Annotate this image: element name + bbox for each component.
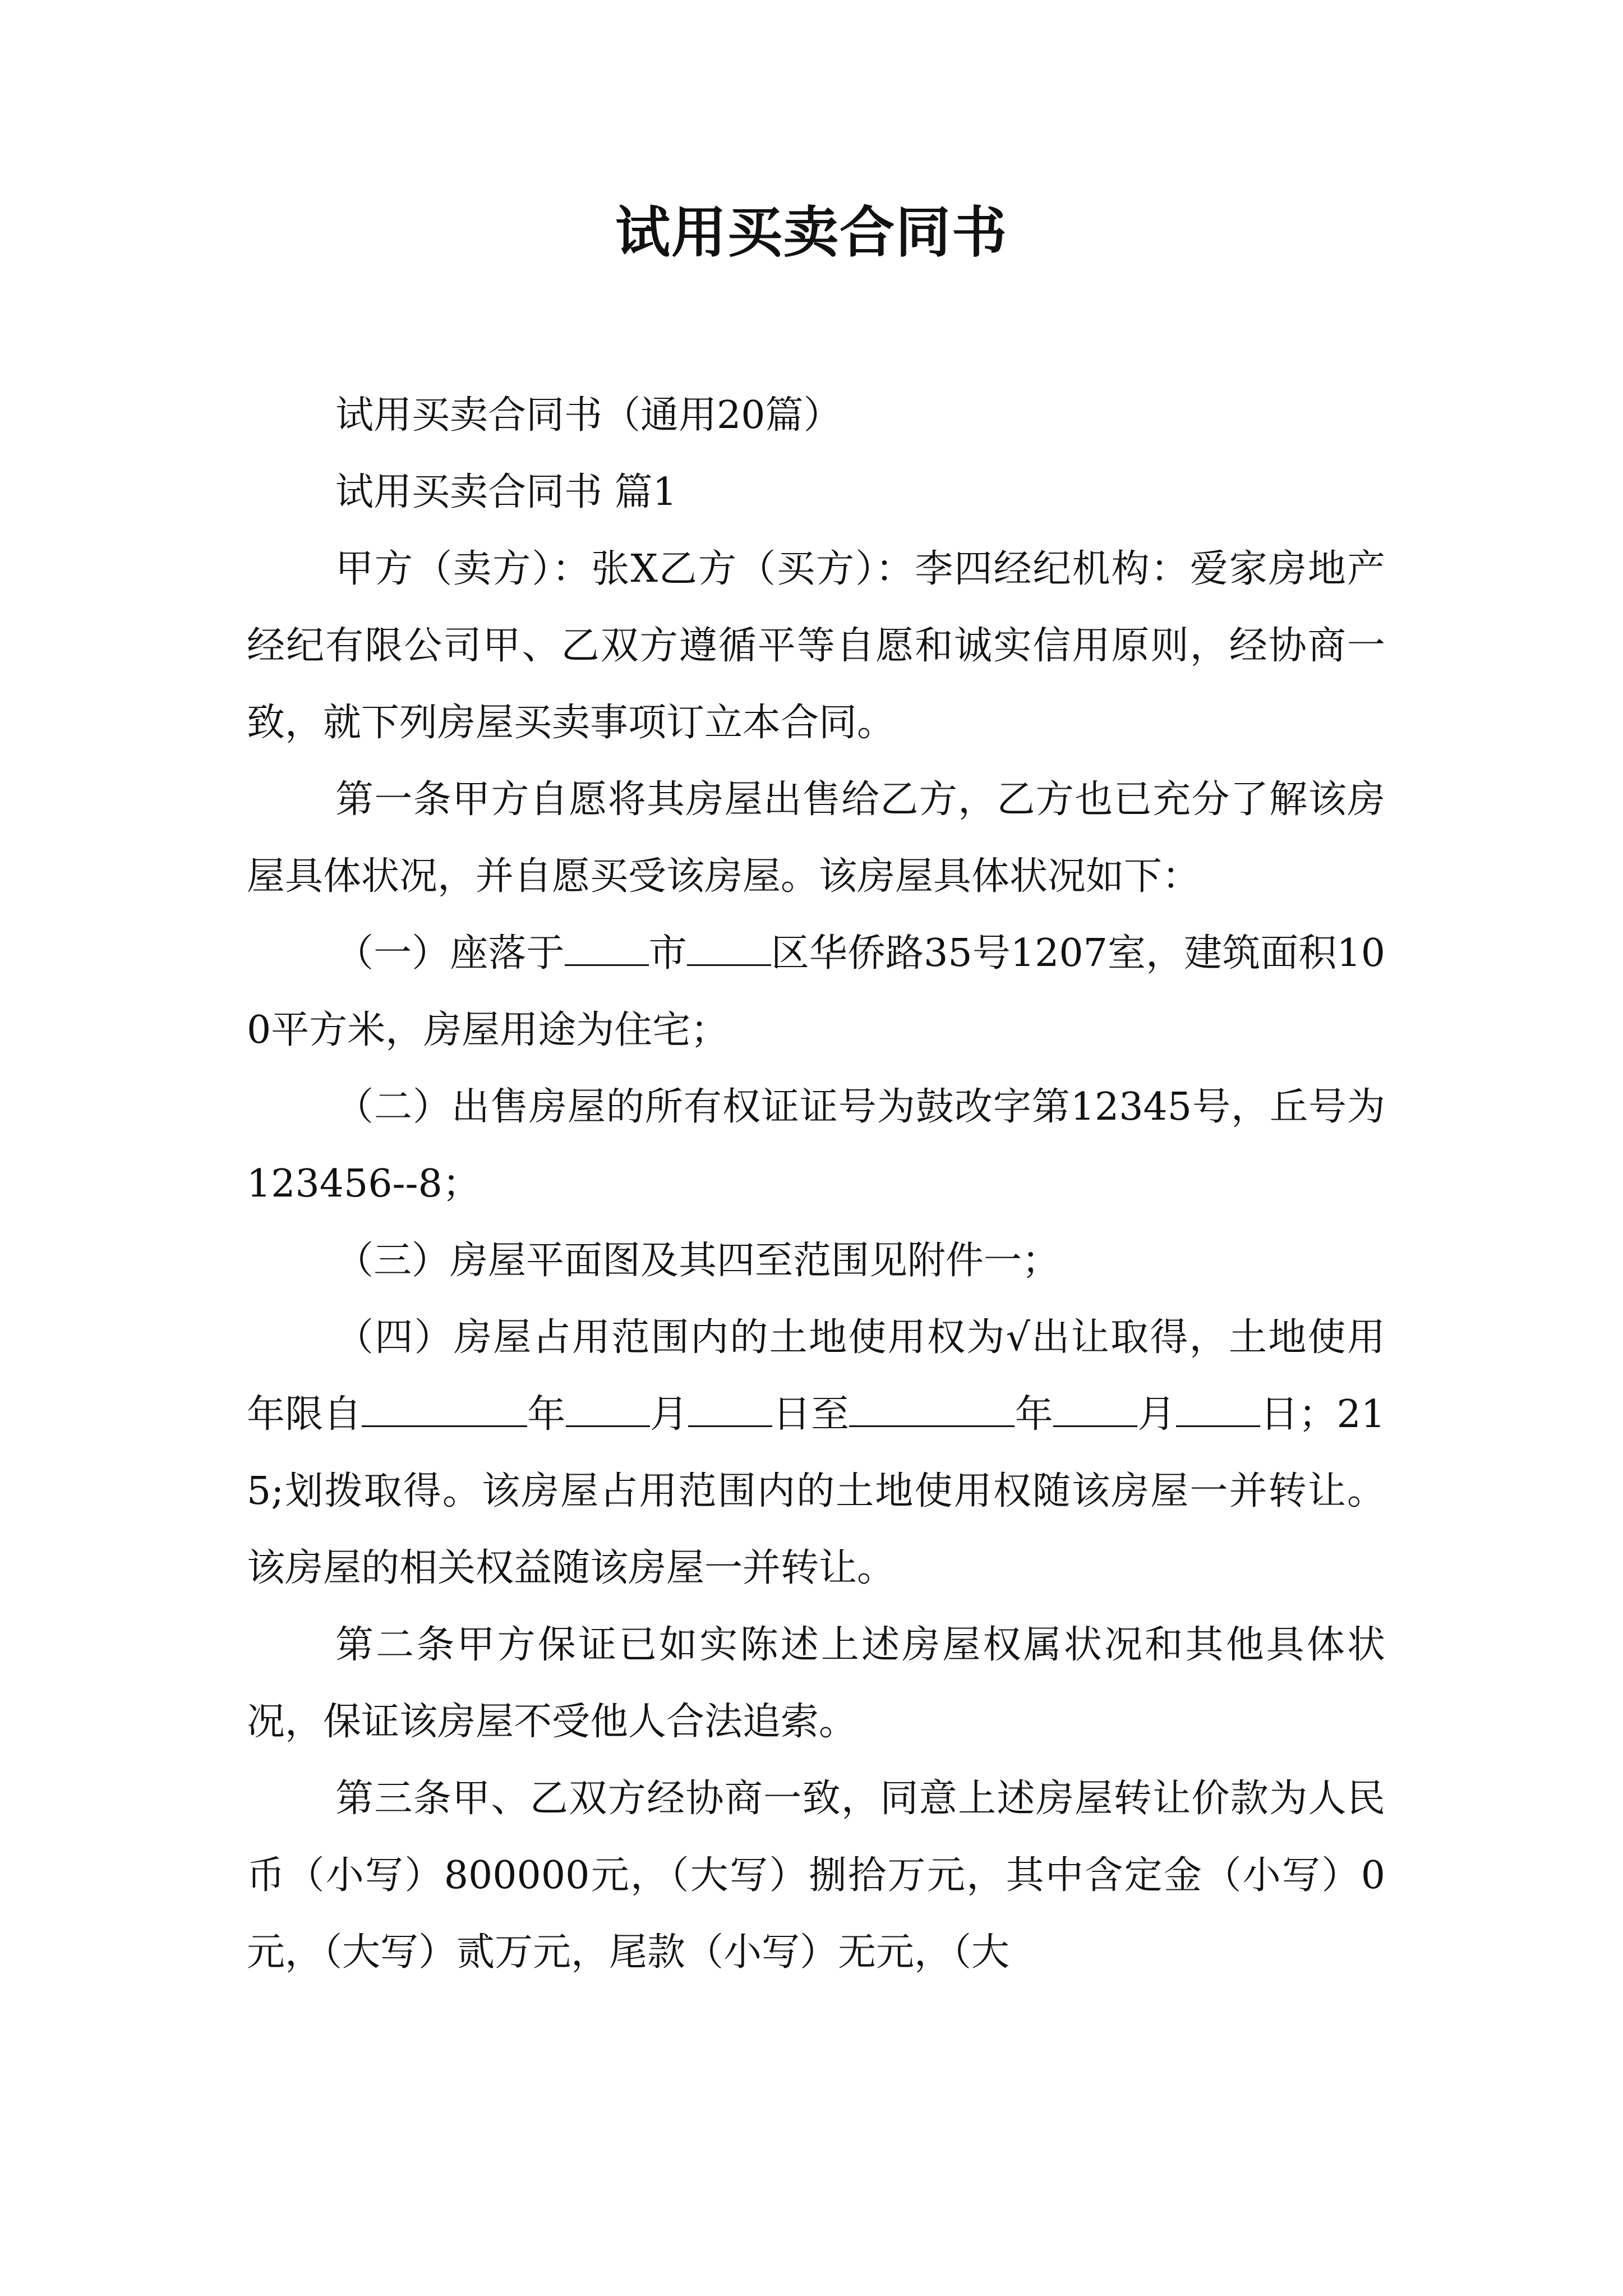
- blank-field: [687, 931, 771, 966]
- item-4-text-b: 年: [527, 1392, 566, 1437]
- section-heading: 试用买卖合同书 篇1: [335, 470, 677, 514]
- paragraph-item-3: （三）房屋平面图及其四至范围见附件一；: [335, 1239, 1061, 1283]
- paragraph-item-2: （二）出售房屋的所有权证证号为鼓改字第12345号，丘号为123456--8；: [247, 1085, 1385, 1206]
- paragraph-parties: 甲方（卖方）：张X乙方（买方）：李四经纪机构：爱家房地产经纪有限公司甲、乙双方遵循平等自愿和诚实信用原则，经协商一致，就下列房屋买卖事项订立本合同。: [247, 547, 1385, 745]
- paragraph-article-1: 第一条甲方自愿将其房屋出售给乙方，乙方也已充分了解该房屋具体状况，并自愿买受该房屋。该房屋具体状况如下：: [247, 777, 1385, 899]
- item-4-text-a: （四）房屋占用范围内的土地使用权为√出让取得，土地使用年限自: [247, 1315, 1385, 1437]
- blank-field: [849, 1392, 1015, 1427]
- document-body: [247, 377, 1385, 1991]
- paragraph-item-1: [247, 915, 1385, 1069]
- blank-field: [362, 1392, 527, 1427]
- blank-field: [566, 1392, 650, 1427]
- paragraph-item-4: [247, 1299, 1385, 1607]
- item-4-text-f: 月: [1137, 1392, 1176, 1437]
- item-4-text-c: 月: [649, 1392, 689, 1437]
- item-4-text-e: 年: [1015, 1392, 1054, 1437]
- item-1-text-b: 市: [648, 931, 687, 976]
- item-1-text-c: 区华侨路35号1207室，建筑面积100平方米，房屋用途为住宅；: [247, 931, 1385, 1052]
- document-subtitle: 试用买卖合同书（通用20篇）: [335, 393, 842, 438]
- blank-field: [1053, 1392, 1137, 1427]
- blank-field: [688, 1392, 772, 1427]
- item-1-text-a: （一）座落于: [335, 931, 565, 976]
- item-4-text-d: 日至: [772, 1392, 850, 1437]
- paragraph-article-3: 第三条甲、乙双方经协商一致，同意上述房屋转让价款为人民币（小写）800000元，（大写）捌拾万元，其中含定金（小写）0元，（大写）贰万元，尾款（小写）无元，（大: [247, 1777, 1385, 1975]
- paragraph-article-2: 第二条甲方保证已如实陈述上述房屋权属状况和其他具体状况，保证该房屋不受他人合法追索。: [247, 1623, 1385, 1744]
- item-4-text-g: 日；215;划拨取得。该房屋占用范围内的土地使用权随该房屋一并转让。该房屋的相关权益随该房屋一并转让。: [247, 1392, 1385, 1590]
- blank-field: [565, 931, 649, 966]
- blank-field: [1176, 1392, 1260, 1427]
- document-title: 试用买卖合同书: [615, 200, 1008, 265]
